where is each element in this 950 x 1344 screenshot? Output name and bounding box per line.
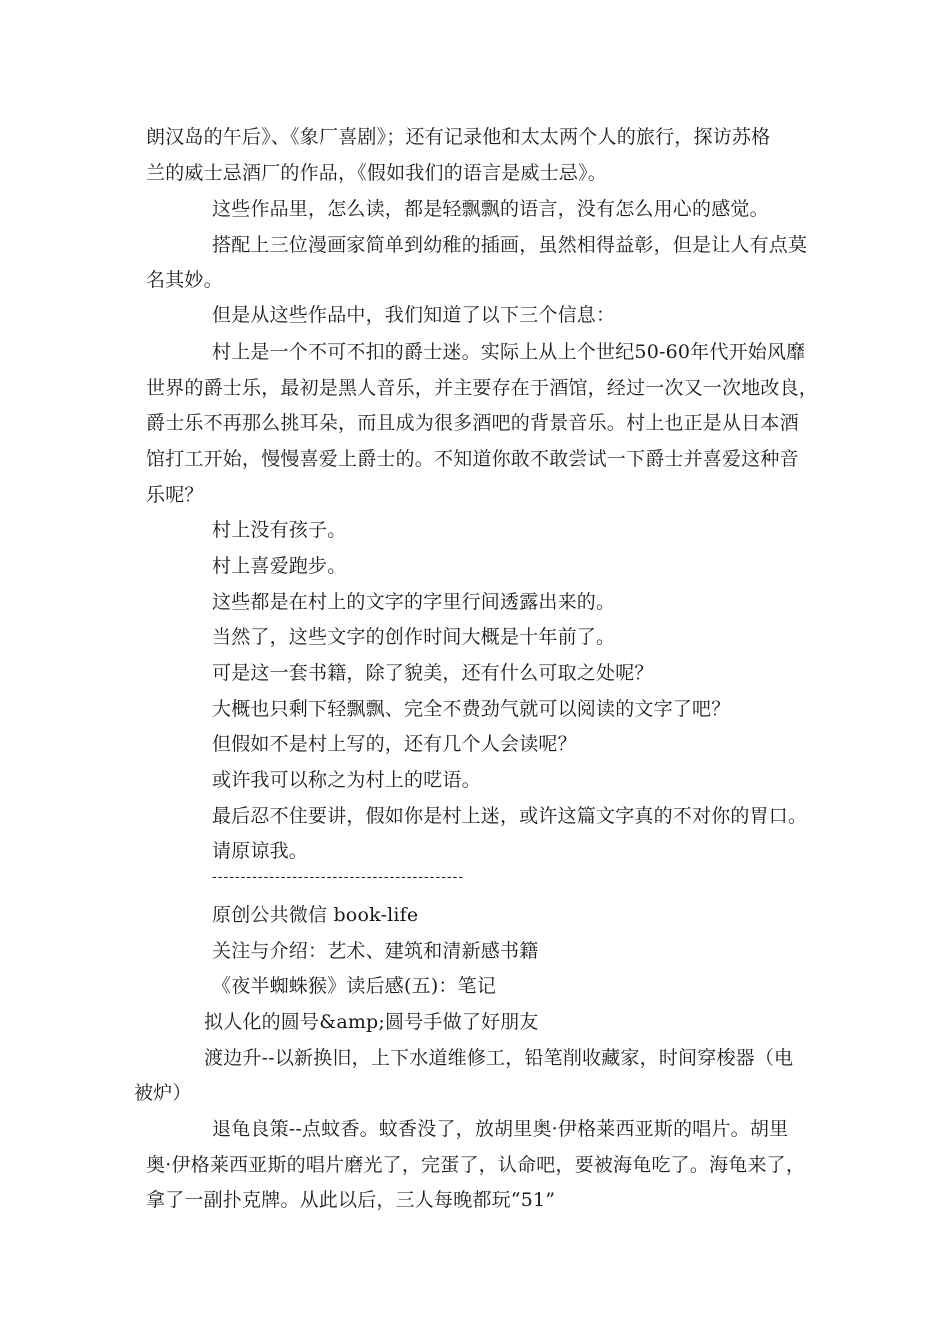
text-line: 村上喜爱跑步。 — [212, 555, 347, 577]
text-line: 村上没有孩子。 — [212, 519, 347, 541]
text-line: 或许我可以称之为村上的呓语。 — [212, 769, 481, 791]
text-line: 当然了，这些文字的创作时间大概是十年前了。 — [212, 626, 616, 648]
text-line: 朗汉岛的午后》、《象厂喜剧》；还有记录他和太太两个人的旅行，探访苏格 — [146, 126, 771, 148]
text-line: 最后忍不住要讲，假如你是村上迷，或许这篇文字真的不对你的胃口。 — [212, 805, 808, 827]
text-line: 但是从这些作品中，我们知道了以下三个信息： — [212, 304, 616, 326]
text-line: 请原谅我。 — [212, 840, 309, 862]
text-line: 这些作品里，怎么读，都是轻飘飘的语言，没有怎么用心的感觉。 — [212, 198, 769, 220]
text-line: 奥·伊格莱西亚斯的唱片磨光了，完蛋了，认命吧，要被海龟吃了。海龟来了， — [146, 1154, 806, 1176]
text-line: 馆打工开始，慢慢喜爱上爵士的。不知道你敢不敢尝试一下爵士并喜爱这种音 — [146, 448, 799, 470]
text-line: 被炉） — [134, 1082, 192, 1104]
text-line: 乐呢？ — [146, 484, 204, 506]
text-line: 《夜半蜘蛛猴》读后感(五)：笔记 — [212, 975, 497, 997]
text-line: 原创公共微信 book-life — [212, 904, 419, 926]
text-line: 大概也只剩下轻飘飘、完全不费劲气就可以阅读的文字了吧？ — [212, 698, 731, 720]
text-line: 退龟良策--点蚊香。蚊香没了，放胡里奥·伊格莱西亚斯的唱片。胡里 — [212, 1118, 789, 1140]
text-line: 这些都是在村上的文字的字里行间透露出来的。 — [212, 591, 616, 613]
text-line: 名其妙。 — [146, 269, 223, 291]
text-line: 拟人化的圆号&amp;圆号手做了好朋友 — [204, 1011, 539, 1033]
text-line: 兰的威士忌酒厂的作品，《假如我们的语言是威士忌》。 — [146, 162, 608, 184]
text-line: 但假如不是村上写的，还有几个人会读呢？ — [212, 733, 577, 755]
separator-line: -------------------------------------------- — [212, 869, 465, 885]
text-line: 拿了一副扑克牌。从此以后，三人每晚都玩“51” — [146, 1189, 556, 1211]
text-line: 渡边升--以新换旧，上下水道维修工，铅笔削收藏家，时间穿梭器（电 — [204, 1047, 794, 1069]
text-line: 关注与介绍：艺术、建筑和清新感书籍 — [212, 940, 539, 962]
text-line: 村上是一个不可不扣的爵士迷。实际上从上个世纪50-60年代开始风靡 — [212, 341, 806, 363]
text-line: 可是这一套书籍，除了貌美，还有什么可取之处呢？ — [212, 662, 654, 684]
text-line: 爵士乐不再那么挑耳朵，而且成为很多酒吧的背景音乐。村上也正是从日本酒 — [146, 412, 799, 434]
text-line: 世界的爵士乐，最初是黑人音乐，并主要存在于酒馆，经过一次又一次地改良， — [146, 377, 819, 399]
text-line: 搭配上三位漫画家简单到幼稚的插画，虽然相得益彰，但是让人有点莫 — [212, 234, 808, 256]
